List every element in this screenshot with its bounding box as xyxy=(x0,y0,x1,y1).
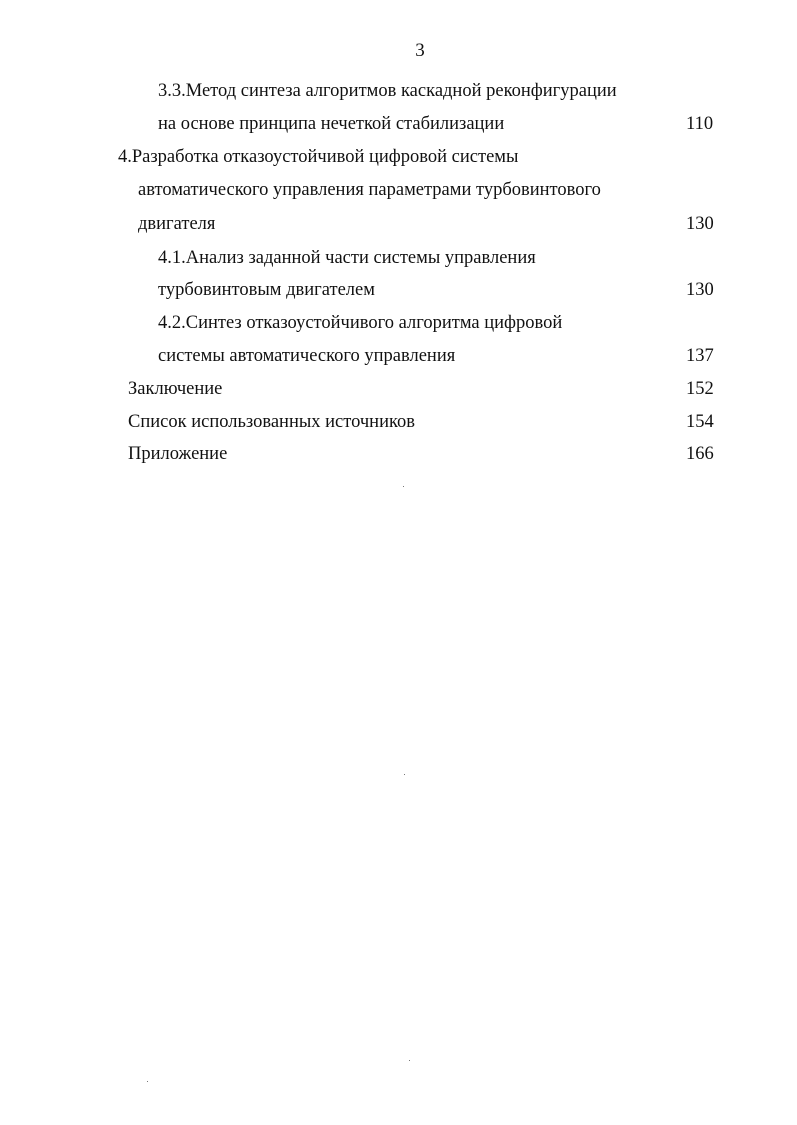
toc-page-4: 130 xyxy=(686,214,714,234)
toc-entry-4-1-line2: турбовинтовым двигателем xyxy=(158,280,375,300)
toc-entry-3-3-line1: 3.3.Метод синтеза алгоритмов каскадной реконфигурации xyxy=(158,81,617,101)
toc-entry-4-2-line1: 4.2.Синтез отказоустойчивого алгоритма цифровой xyxy=(158,313,563,333)
toc-page-4-2: 137 xyxy=(686,346,714,366)
toc-entry-4-line2: автоматического управления параметрами турбовинтового xyxy=(138,180,601,200)
toc-entry-3-3-line2: на основе принципа нечеткой стабилизации xyxy=(158,114,505,134)
toc-entry-4-2-line2: системы автоматического управления xyxy=(158,346,456,366)
scan-speck xyxy=(147,1081,148,1082)
toc-page-3-3: 110 xyxy=(686,114,714,134)
toc-entry-4-1-line1: 4.1.Анализ заданной части системы управления xyxy=(158,248,536,268)
scan-speck xyxy=(404,774,405,775)
toc-entry-4-line1: 4.Разработка отказоустойчивой цифровой системы xyxy=(118,147,519,167)
page-number: 3 xyxy=(415,40,425,61)
toc-page-appendix: 166 xyxy=(686,444,714,464)
toc-entry-references: Список использованных источников xyxy=(128,412,416,432)
toc-entry-4-line3: двигателя xyxy=(138,214,216,234)
toc-page-4-1: 130 xyxy=(686,280,714,300)
toc-page-references: 154 xyxy=(686,412,714,432)
toc-page-conclusion: 152 xyxy=(686,379,714,399)
toc-entry-conclusion: Заключение xyxy=(128,379,223,399)
scan-speck xyxy=(403,486,404,487)
toc-entry-appendix: Приложение xyxy=(128,444,228,464)
scan-speck xyxy=(409,1060,410,1061)
